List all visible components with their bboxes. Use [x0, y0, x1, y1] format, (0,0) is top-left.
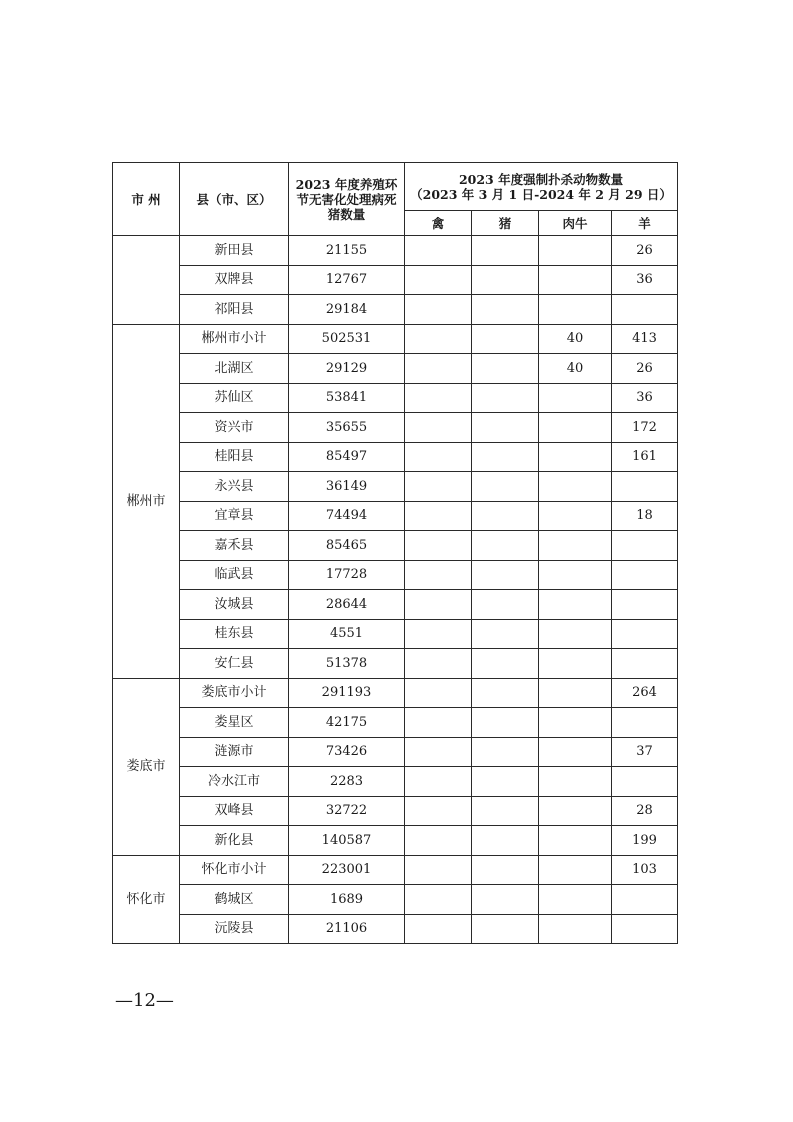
pig-cell — [472, 767, 539, 797]
pigs-cell: 85465 — [289, 531, 405, 561]
poultry-cell — [405, 442, 472, 472]
poultry-cell — [405, 826, 472, 856]
poultry-cell — [405, 855, 472, 885]
table-row — [113, 796, 678, 826]
beef-cell — [539, 737, 612, 767]
sheep-cell — [612, 472, 678, 502]
sheep-cell: 26 — [612, 236, 678, 266]
sheep-cell: 37 — [612, 737, 678, 767]
county-cell: 桂阳县 — [180, 442, 289, 472]
poultry-cell — [405, 324, 472, 354]
pig-cell — [472, 619, 539, 649]
sheep-cell: 18 — [612, 501, 678, 531]
table-row — [113, 442, 678, 472]
county-cell: 资兴市 — [180, 413, 289, 443]
beef-cell — [539, 295, 612, 325]
poultry-cell — [405, 236, 472, 266]
beef-cell — [539, 619, 612, 649]
sheep-cell — [612, 649, 678, 679]
poultry-cell — [405, 413, 472, 443]
sheep-cell — [612, 560, 678, 590]
pig-cell — [472, 472, 539, 502]
beef-cell — [539, 678, 612, 708]
beef-cell: 40 — [539, 324, 612, 354]
county-cell: 双峰县 — [180, 796, 289, 826]
pig-cell — [472, 413, 539, 443]
county-cell: 北湖区 — [180, 354, 289, 384]
beef-cell — [539, 383, 612, 413]
table-row — [113, 560, 678, 590]
pigs-cell: 29184 — [289, 295, 405, 325]
poultry-cell — [405, 767, 472, 797]
county-cell: 宜章县 — [180, 501, 289, 531]
table-row — [113, 236, 678, 266]
pigs-cell: 36149 — [289, 472, 405, 502]
city-cell: 郴州市 — [113, 324, 180, 678]
pigs-cell: 4551 — [289, 619, 405, 649]
table-row — [113, 649, 678, 679]
table-row — [113, 678, 678, 708]
beef-cell — [539, 501, 612, 531]
pig-cell — [472, 914, 539, 944]
sheep-cell — [612, 767, 678, 797]
header-culled-title: 2023 年度强制扑杀动物数量 — [458, 171, 624, 187]
pig-cell — [472, 560, 539, 590]
pig-cell — [472, 236, 539, 266]
poultry-cell — [405, 590, 472, 620]
sheep-cell: 26 — [612, 354, 678, 384]
pig-cell — [472, 442, 539, 472]
table-row — [113, 619, 678, 649]
pigs-cell: 21106 — [289, 914, 405, 944]
table-row — [113, 501, 678, 531]
poultry-cell — [405, 295, 472, 325]
beef-cell — [539, 265, 612, 295]
poultry-cell — [405, 265, 472, 295]
pig-cell — [472, 501, 539, 531]
county-cell: 涟源市 — [180, 737, 289, 767]
sheep-cell — [612, 295, 678, 325]
beef-cell — [539, 560, 612, 590]
table-row — [113, 472, 678, 502]
pigs-cell: 28644 — [289, 590, 405, 620]
pigs-cell: 53841 — [289, 383, 405, 413]
table-row — [113, 295, 678, 325]
poultry-cell — [405, 737, 472, 767]
sheep-cell: 199 — [612, 826, 678, 856]
beef-cell — [539, 236, 612, 266]
county-cell: 娄底市小计 — [180, 678, 289, 708]
pigs-cell: 42175 — [289, 708, 405, 738]
county-cell: 祁阳县 — [180, 295, 289, 325]
table-row — [113, 413, 678, 443]
pig-cell — [472, 796, 539, 826]
city-cell — [113, 236, 180, 325]
page-number: —12— — [115, 990, 174, 1011]
table-row — [113, 708, 678, 738]
pigs-cell: 223001 — [289, 855, 405, 885]
sheep-cell — [612, 914, 678, 944]
county-cell: 娄星区 — [180, 708, 289, 738]
pigs-cell: 21155 — [289, 236, 405, 266]
pigs-cell: 1689 — [289, 885, 405, 915]
county-cell: 汝城县 — [180, 590, 289, 620]
pig-cell — [472, 649, 539, 679]
table-row — [113, 885, 678, 915]
poultry-cell — [405, 678, 472, 708]
pig-cell — [472, 826, 539, 856]
city-cell: 怀化市 — [113, 855, 180, 944]
pigs-cell: 12767 — [289, 265, 405, 295]
sheep-cell: 413 — [612, 324, 678, 354]
sheep-cell: 28 — [612, 796, 678, 826]
county-cell: 苏仙区 — [180, 383, 289, 413]
pig-cell — [472, 708, 539, 738]
poultry-cell — [405, 885, 472, 915]
county-cell: 嘉禾县 — [180, 531, 289, 561]
sheep-cell: 264 — [612, 678, 678, 708]
city-cell: 娄底市 — [113, 678, 180, 855]
sheep-cell — [612, 885, 678, 915]
pig-cell — [472, 737, 539, 767]
beef-cell — [539, 885, 612, 915]
poultry-cell — [405, 501, 472, 531]
table-row — [113, 383, 678, 413]
beef-cell — [539, 590, 612, 620]
beef-cell — [539, 708, 612, 738]
beef-cell — [539, 796, 612, 826]
animal-data-table — [112, 162, 678, 944]
beef-cell — [539, 531, 612, 561]
header-dead-pigs — [289, 163, 405, 236]
pigs-cell: 29129 — [289, 354, 405, 384]
pig-cell — [472, 590, 539, 620]
table-row — [113, 914, 678, 944]
pig-cell — [472, 383, 539, 413]
county-cell: 鹤城区 — [180, 885, 289, 915]
beef-cell — [539, 914, 612, 944]
header-city: 市 州 — [113, 163, 180, 236]
pig-cell — [472, 531, 539, 561]
poultry-cell — [405, 914, 472, 944]
table-row — [113, 767, 678, 797]
county-cell: 双牌县 — [180, 265, 289, 295]
pig-cell — [472, 855, 539, 885]
county-cell: 新化县 — [180, 826, 289, 856]
poultry-cell — [405, 796, 472, 826]
poultry-cell — [405, 354, 472, 384]
pigs-cell: 502531 — [289, 324, 405, 354]
pig-cell — [472, 678, 539, 708]
beef-cell — [539, 413, 612, 443]
table-row — [113, 531, 678, 561]
pigs-cell: 32722 — [289, 796, 405, 826]
header-dead-pigs-label: 2023 年度养殖环节无害化处理病死猪数量 — [295, 176, 398, 222]
sheep-cell: 172 — [612, 413, 678, 443]
header-beef: 肉牛 — [539, 211, 612, 236]
sheep-cell: 103 — [612, 855, 678, 885]
pigs-cell: 140587 — [289, 826, 405, 856]
pigs-cell: 85497 — [289, 442, 405, 472]
poultry-cell — [405, 708, 472, 738]
county-cell: 桂东县 — [180, 619, 289, 649]
sheep-cell: 161 — [612, 442, 678, 472]
header-sheep: 羊 — [612, 211, 678, 236]
table-row — [113, 826, 678, 856]
sheep-cell: 36 — [612, 383, 678, 413]
county-cell: 怀化市小计 — [180, 855, 289, 885]
table-row — [113, 737, 678, 767]
header-culled-animals — [405, 163, 678, 211]
pig-cell — [472, 265, 539, 295]
table-row — [113, 855, 678, 885]
header-county: 县（市、区） — [180, 163, 289, 236]
pigs-cell: 73426 — [289, 737, 405, 767]
county-cell: 临武县 — [180, 560, 289, 590]
county-cell: 安仁县 — [180, 649, 289, 679]
poultry-cell — [405, 649, 472, 679]
header-poultry: 禽 — [405, 211, 472, 236]
sheep-cell — [612, 590, 678, 620]
beef-cell — [539, 442, 612, 472]
sheep-cell — [612, 708, 678, 738]
pigs-cell: 74494 — [289, 501, 405, 531]
pigs-cell: 35655 — [289, 413, 405, 443]
sheep-cell: 36 — [612, 265, 678, 295]
beef-cell — [539, 472, 612, 502]
county-cell: 永兴县 — [180, 472, 289, 502]
pig-cell — [472, 324, 539, 354]
pigs-cell: 51378 — [289, 649, 405, 679]
table-row — [113, 324, 678, 354]
table-row — [113, 265, 678, 295]
header-pig: 猪 — [472, 211, 539, 236]
sheep-cell — [612, 619, 678, 649]
beef-cell — [539, 826, 612, 856]
pig-cell — [472, 885, 539, 915]
poultry-cell — [405, 619, 472, 649]
pig-cell — [472, 354, 539, 384]
pig-cell — [472, 295, 539, 325]
sheep-cell — [612, 531, 678, 561]
poultry-cell — [405, 531, 472, 561]
county-cell: 冷水江市 — [180, 767, 289, 797]
beef-cell — [539, 855, 612, 885]
poultry-cell — [405, 560, 472, 590]
header-culled-range: （2023 年 3 月 1 日-2024 年 2 月 29 日） — [410, 186, 672, 202]
pigs-cell: 291193 — [289, 678, 405, 708]
table-row — [113, 590, 678, 620]
pigs-cell: 2283 — [289, 767, 405, 797]
table-body — [113, 236, 678, 944]
county-cell: 沅陵县 — [180, 914, 289, 944]
pigs-cell: 17728 — [289, 560, 405, 590]
table-row — [113, 354, 678, 384]
beef-cell: 40 — [539, 354, 612, 384]
poultry-cell — [405, 383, 472, 413]
county-cell: 郴州市小计 — [180, 324, 289, 354]
beef-cell — [539, 649, 612, 679]
poultry-cell — [405, 472, 472, 502]
county-cell: 新田县 — [180, 236, 289, 266]
beef-cell — [539, 767, 612, 797]
